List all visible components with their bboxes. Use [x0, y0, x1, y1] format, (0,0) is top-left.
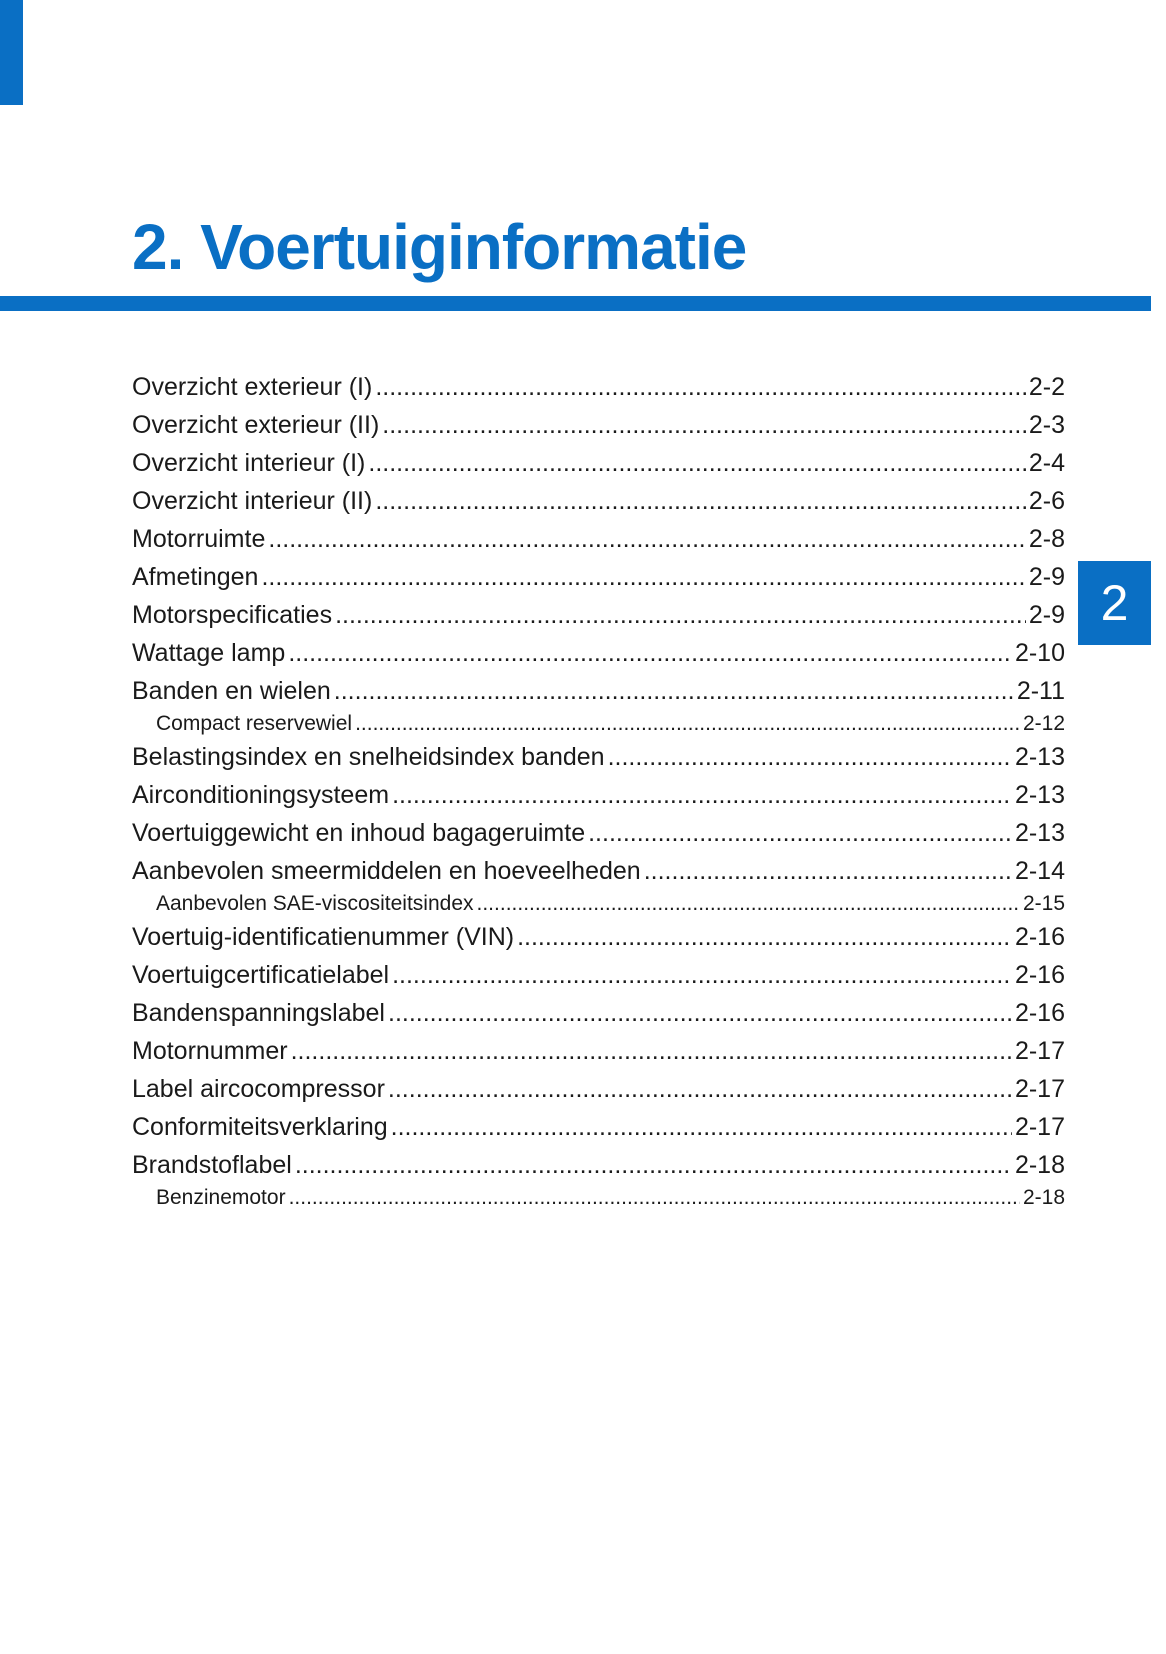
toc-dot-leader — [477, 890, 1020, 918]
toc-entry-label: Aanbevolen smeermiddelen en hoeveelheden — [132, 857, 641, 885]
toc-dot-leader — [388, 1070, 1012, 1108]
toc-entry[interactable] — [132, 558, 1065, 596]
toc-entry-label: Bandenspanningslabel — [132, 999, 385, 1027]
toc-entry[interactable] — [132, 1070, 1065, 1108]
toc-subentry[interactable] — [132, 890, 1065, 918]
toc-entry-label: Aanbevolen SAE-viscositeitsindex — [156, 892, 474, 915]
toc-entry-page: 2-17 — [1014, 1113, 1065, 1141]
toc-entry[interactable] — [132, 444, 1065, 482]
toc-entry-page: 2-14 — [1014, 857, 1065, 885]
toc-entry[interactable] — [132, 406, 1065, 444]
toc-entry[interactable] — [132, 852, 1065, 890]
toc-entry[interactable] — [132, 776, 1065, 814]
toc-entry[interactable] — [132, 1032, 1065, 1070]
toc-entry[interactable] — [132, 1108, 1065, 1146]
toc-entry-page: 2-12 — [1022, 712, 1065, 735]
toc-entry-label: Voertuiggewicht en inhoud bagageruimte — [132, 819, 586, 847]
toc-entry-label: Motorruimte — [132, 525, 266, 553]
toc-entry-label: Motorspecificaties — [132, 601, 333, 629]
toc-entry-label: Motornummer — [132, 1037, 288, 1065]
toc-entry-label: Wattage lamp — [132, 639, 286, 667]
toc-entry-page: 2-4 — [1028, 449, 1065, 477]
toc-entry[interactable] — [132, 672, 1065, 710]
toc-entry[interactable] — [132, 738, 1065, 776]
toc-dot-leader — [608, 738, 1012, 776]
toc-dot-leader — [392, 776, 1012, 814]
toc-entry-page: 2-17 — [1014, 1075, 1065, 1103]
toc-entry-label: Overzicht interieur (I) — [132, 449, 366, 477]
toc-entry-label: Voertuigcertificatielabel — [132, 961, 390, 989]
toc-dot-leader — [375, 482, 1026, 520]
toc-entry-label: Overzicht exterieur (II) — [132, 411, 380, 439]
toc-entry-label: Banden en wielen — [132, 677, 331, 705]
toc-entry-page: 2-8 — [1028, 525, 1065, 553]
toc-entry-label: Airconditioningsysteem — [132, 781, 390, 809]
toc-entry-page: 2-17 — [1014, 1037, 1065, 1065]
toc-entry-label: Brandstoflabel — [132, 1151, 292, 1179]
toc-entry-page: 2-6 — [1028, 487, 1065, 515]
toc-dot-leader — [291, 1032, 1012, 1070]
toc-entry-label: Benzinemotor — [156, 1186, 286, 1209]
toc-entry-label: Label aircocompressor — [132, 1075, 385, 1103]
toc-subentry[interactable] — [132, 710, 1065, 738]
toc-entry-page: 2-3 — [1028, 411, 1065, 439]
toc-entry[interactable] — [132, 482, 1065, 520]
toc-entry-page: 2-18 — [1014, 1151, 1065, 1179]
toc-dot-leader — [289, 1184, 1020, 1212]
toc-entry-page: 2-16 — [1014, 961, 1065, 989]
toc-entry-label: Afmetingen — [132, 563, 259, 591]
toc-entry-page: 2-15 — [1022, 892, 1065, 915]
toc-dot-leader — [382, 406, 1026, 444]
toc-entry-label: Overzicht exterieur (I) — [132, 373, 373, 401]
toc-dot-leader — [261, 558, 1025, 596]
toc-entry[interactable] — [132, 994, 1065, 1032]
toc-entry-page: 2-10 — [1014, 639, 1065, 667]
toc-entry[interactable] — [132, 918, 1065, 956]
toc-subentry[interactable] — [132, 1184, 1065, 1212]
toc-entry[interactable] — [132, 956, 1065, 994]
toc-entry-page: 2-13 — [1014, 743, 1065, 771]
toc-entry-label: Overzicht interieur (II) — [132, 487, 373, 515]
toc-dot-leader — [268, 520, 1025, 558]
toc-dot-leader — [375, 368, 1026, 406]
toc-entry[interactable] — [132, 634, 1065, 672]
toc-dot-leader — [295, 1146, 1012, 1184]
chapter-tab[interactable] — [1078, 561, 1151, 645]
toc-dot-leader — [288, 634, 1012, 672]
toc-entry-page: 2-18 — [1022, 1186, 1065, 1209]
table-of-contents — [132, 368, 1065, 1212]
title-divider — [0, 296, 1151, 311]
toc-entry-page: 2-16 — [1014, 999, 1065, 1027]
toc-entry-label: Conformiteitsverklaring — [132, 1113, 388, 1141]
toc-entry-page: 2-13 — [1014, 781, 1065, 809]
toc-dot-leader — [588, 814, 1012, 852]
chapter-tab-number: 2 — [1100, 575, 1129, 631]
toc-dot-leader — [355, 710, 1020, 738]
toc-entry-label: Compact reservewiel — [156, 712, 353, 735]
toc-dot-leader — [334, 672, 1014, 710]
toc-dot-leader — [388, 994, 1012, 1032]
toc-entry[interactable] — [132, 1146, 1065, 1184]
toc-entry-page: 2-16 — [1014, 923, 1065, 951]
toc-entry-page: 2-2 — [1028, 373, 1065, 401]
toc-entry-label: Belastingsindex en snelheidsindex banden — [132, 743, 605, 771]
toc-entry-page: 2-9 — [1028, 563, 1065, 591]
toc-dot-leader — [391, 1108, 1012, 1146]
toc-entry-label: Voertuig-identificatienummer (VIN) — [132, 923, 515, 951]
toc-entry[interactable] — [132, 596, 1065, 634]
toc-entry-page: 2-11 — [1016, 677, 1065, 705]
toc-entry[interactable] — [132, 814, 1065, 852]
toc-dot-leader — [368, 444, 1025, 482]
toc-dot-leader — [392, 956, 1012, 994]
toc-entry-page: 2-9 — [1028, 601, 1065, 629]
chapter-corner-marker — [0, 0, 23, 105]
toc-dot-leader — [517, 918, 1012, 956]
toc-dot-leader — [335, 596, 1026, 634]
toc-dot-leader — [644, 852, 1012, 890]
chapter-title: 2. Voertuiginformatie — [132, 211, 747, 283]
toc-entry[interactable] — [132, 520, 1065, 558]
toc-entry[interactable] — [132, 368, 1065, 406]
toc-entry-page: 2-13 — [1014, 819, 1065, 847]
